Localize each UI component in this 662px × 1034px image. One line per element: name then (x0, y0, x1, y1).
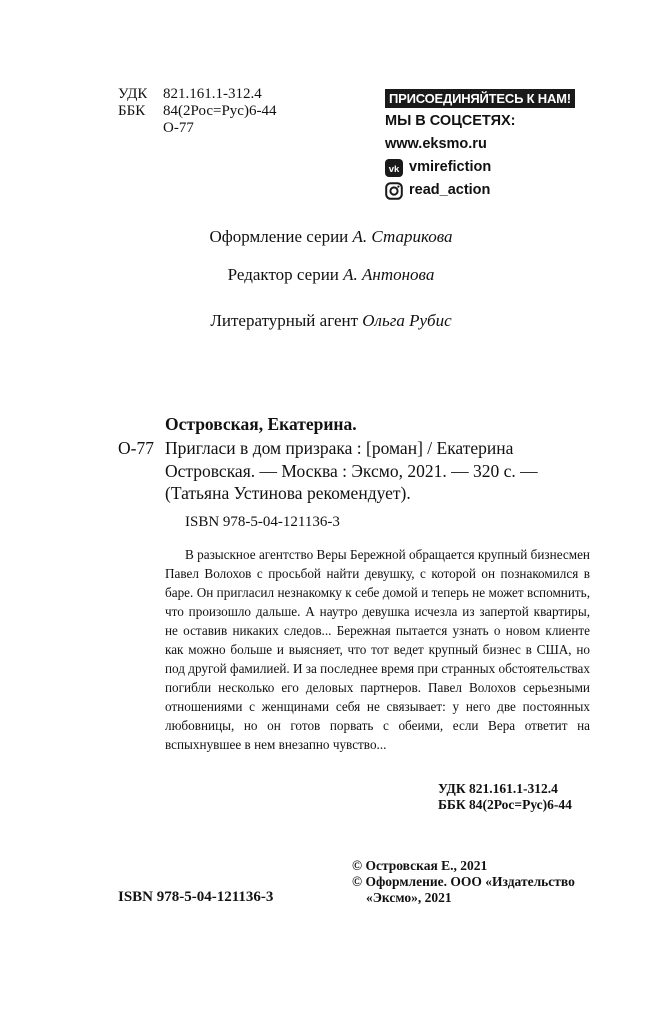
copyright-design: © Оформление. ООО «Издательство (352, 874, 575, 889)
social-block (385, 89, 575, 202)
udk-label: УДК (118, 86, 148, 102)
credit-editor-role: Редактор серии (227, 265, 339, 284)
instagram-icon (385, 182, 403, 200)
catalog-line-2: Островская. — Москва : Эксмо, 2021. — 320 с. — (165, 460, 538, 481)
website-link[interactable]: www.eksmo.ru (385, 136, 487, 152)
credit-agent-name: Ольга Рубис (362, 311, 452, 330)
copyright-block (352, 858, 575, 906)
bbk-line (118, 103, 276, 120)
author-mark-line (118, 120, 276, 137)
credit-agent-role: Литературный агент (210, 311, 359, 330)
credit-editor-name: А. Антонова (343, 265, 435, 284)
udk-line (118, 86, 276, 103)
classification-bold (438, 781, 572, 813)
credit-design-role: Оформление серии (209, 227, 349, 246)
social-heading: МЫ В СОЦСЕТЯХ: (385, 113, 516, 129)
catalog-line-3: (Татьяна Устинова рекомендует). (165, 483, 411, 503)
classification-codes (118, 86, 276, 137)
author-heading: Островская, Екатерина. (165, 414, 357, 434)
credit-editor (0, 265, 662, 285)
catalog-isbn: ISBN 978-5-04-121136-3 (185, 514, 340, 530)
vk-row[interactable] (385, 156, 575, 179)
copyright-author: © Островская Е., 2021 (352, 858, 488, 873)
credit-design-name: А. Старикова (352, 227, 453, 246)
udk-value: 821.161.1-312.4 (163, 86, 262, 102)
instagram-handle: read_action (409, 182, 491, 198)
author-mark: О-77 (163, 120, 194, 136)
join-us-banner: ПРИСОЕДИНЯЙТЕСЬ К НАМ! (385, 89, 575, 108)
svg-text:vk: vk (388, 163, 400, 175)
credit-design (0, 227, 662, 247)
bbk-bold: ББК 84(2Рос=Рус)6-44 (438, 797, 572, 812)
bbk-value: 84(2Рос=Рус)6-44 (163, 103, 277, 119)
credit-agent (0, 311, 662, 331)
udk-bold: УДК 821.161.1-312.4 (438, 781, 558, 796)
catalog-line-1: Пригласи в дом призрака : [роман] / Екатерина (165, 438, 514, 458)
catalog-entry (165, 437, 593, 505)
bbk-label: ББК (118, 103, 146, 119)
catalog-mark: О-77 (118, 438, 154, 458)
copyright-publisher: «Эксмо», 2021 (366, 890, 452, 905)
vk-icon (385, 159, 403, 177)
annotation-text: В разыскное агентство Веры Бережной обращается крупный бизнесмен Павел Волохов с просьбой найти девушку, с которой он познакомился в баре. Он пригласил незнакомку к себе домой и теперь не может вспомнить, что произошло дальше. А наутро девушка исчезла из запертой квартиры, не оставив никаких следов... Бережная пытается узнать о новом клиенте как можно больше и выясняет, что тот ведет крупный бизнес в США, но под другой фамилией. И за последнее время при странных обстоятельствах погибли несколько его деловых партнеров. Павел Волохов серьезными отношениями с женщинами себя не связывает: у него две постоянных любовницы, но он готов порвать с обеими, если Вера ответит на вспыхнувшее в нем внезапно чувство... (165, 547, 590, 752)
instagram-row[interactable] (385, 179, 575, 202)
vk-handle: vmirefiction (409, 159, 492, 175)
bottom-isbn: ISBN 978-5-04-121136-3 (118, 889, 274, 905)
